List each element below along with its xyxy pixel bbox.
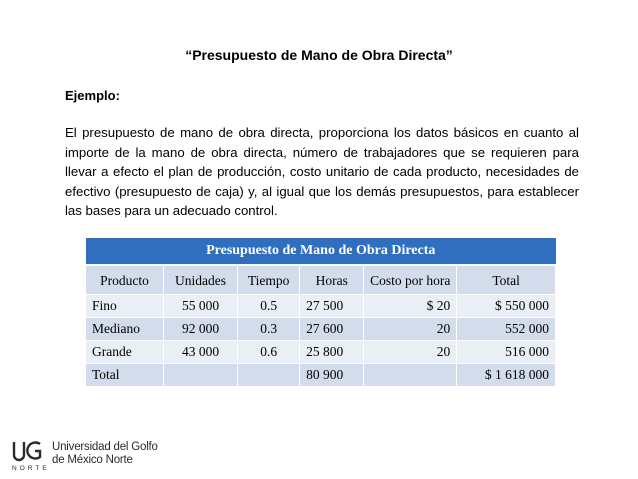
cell-producto: Grande (86, 341, 163, 364)
cell-horas: 25 800 (300, 341, 364, 364)
cell-unidades: 43 000 (163, 341, 237, 364)
cell-total: $ 1 618 000 (457, 364, 556, 387)
university-name-line1: Universidad del Golfo (52, 441, 158, 453)
col-header-producto: Producto (86, 265, 163, 295)
cell-unidades (163, 364, 237, 387)
cell-costo-por-hora: $ 20 (364, 295, 457, 318)
cell-total: 552 000 (457, 318, 556, 341)
cell-tiempo (238, 364, 300, 387)
university-name-line2: de México Norte (52, 454, 133, 466)
cell-total: 516 000 (457, 341, 556, 364)
cell-tiempo: 0.6 (238, 341, 300, 364)
cell-producto: Fino (86, 295, 163, 318)
example-label: Ejemplo: (65, 88, 120, 103)
cell-total: $ 550 000 (457, 295, 556, 318)
cell-horas: 27 600 (300, 318, 364, 341)
cell-producto: Total (86, 364, 163, 387)
university-name (52, 441, 158, 467)
cell-unidades: 55 000 (163, 295, 237, 318)
col-header-costo-por-hora: Costo por hora (364, 265, 457, 295)
table-row (86, 318, 556, 341)
table-row-total (86, 364, 556, 387)
col-header-tiempo: Tiempo (238, 265, 300, 295)
table-row (86, 341, 556, 364)
cell-costo-por-hora (364, 364, 457, 387)
cell-producto: Mediano (86, 318, 163, 341)
cell-tiempo: 0.5 (238, 295, 300, 318)
cell-horas: 80 900 (300, 364, 364, 387)
description-paragraph: El presupuesto de mano de obra directa, proporciona los datos básicos en cuanto al importe de la mano de obra directa, número de trabajadores que se requieren para llevar a efecto el plan de producción, costo unitario de cada producto, necesidades de efectivo (presupuesto de caja) y, al igual que los demás presupuestos, para establecer las bases para un adecuado control. (65, 125, 579, 219)
logo-subtitle: NORTE (12, 465, 50, 472)
col-header-unidades: Unidades (163, 265, 237, 295)
cell-costo-por-hora: 20 (364, 318, 457, 341)
page-title: “Presupuesto de Mano de Obra Directa” (185, 47, 453, 63)
cell-costo-por-hora: 20 (364, 341, 457, 364)
budget-table (86, 238, 556, 386)
cell-tiempo: 0.3 (238, 318, 300, 341)
cell-horas: 27 500 (300, 295, 364, 318)
table-caption: Presupuesto de Mano de Obra Directa (86, 238, 556, 265)
col-header-total: Total (457, 265, 556, 295)
cell-unidades: 92 000 (163, 318, 237, 341)
table-row (86, 295, 556, 318)
col-header-horas: Horas (300, 265, 364, 295)
